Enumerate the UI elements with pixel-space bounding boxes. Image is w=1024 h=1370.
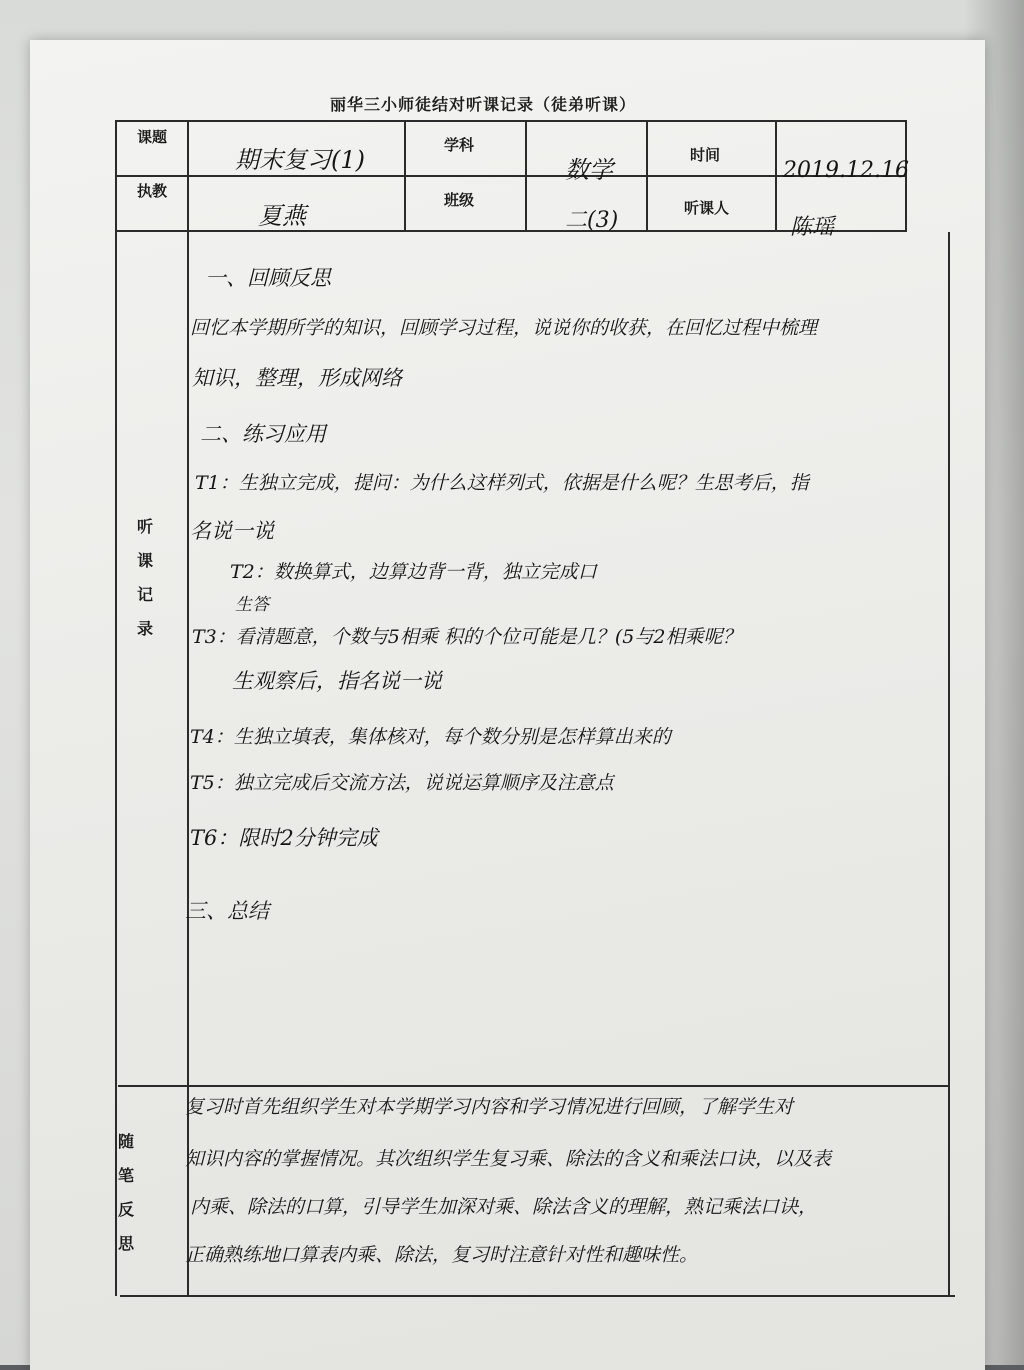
topic-value: 期末复习(1) bbox=[235, 146, 365, 174]
teacher-label: 执教 bbox=[137, 182, 168, 200]
subject-label: 学科 bbox=[444, 136, 475, 154]
class-label: 班级 bbox=[444, 191, 475, 209]
table-border-bottom bbox=[120, 1295, 955, 1297]
table-border-top bbox=[115, 120, 905, 122]
table-row-divider bbox=[118, 1085, 950, 1087]
subject-value: 数学 bbox=[565, 156, 613, 184]
table-column-divider bbox=[187, 120, 189, 1296]
reflection-line: 知识内容的掌握情况。其次组织学生复习乘、除法的含义和乘法口诀，以及表 bbox=[185, 1148, 832, 1170]
listener-label: 听课人 bbox=[684, 199, 730, 217]
record-line: 知识，整理，形成网络 bbox=[192, 366, 402, 390]
record-line: 名说一说 bbox=[190, 519, 274, 543]
record-line: T2：数换算式，边算边背一背，独立完成口 bbox=[230, 561, 597, 583]
record-line: T1：生独立完成，提问：为什么这样列式，依据是什么呢？生思考后，指 bbox=[195, 472, 809, 494]
record-line: 三、总结 bbox=[185, 899, 269, 923]
table-border-left bbox=[115, 120, 117, 1296]
record-line: T6：限时2分钟完成 bbox=[190, 826, 378, 850]
reflection-line: 正确熟练地口算表内乘、除法，复习时注意针对性和趣味性。 bbox=[185, 1244, 699, 1266]
document-title: 丽华三小师徒结对听课记录（徒弟听课） bbox=[330, 95, 637, 114]
record-line: 生观察后，指名说一说 bbox=[232, 669, 442, 693]
reflection-line: 内乘、除法的口算，引导学生加深对乘、除法含义的理解，熟记乘法口诀， bbox=[190, 1196, 818, 1218]
table-border-right bbox=[948, 232, 950, 1296]
time-value: 2019.12.16 bbox=[783, 158, 909, 183]
record-line: T4：生独立填表，集体核对，每个数分别是怎样算出来的 bbox=[190, 726, 671, 748]
table-column-divider bbox=[525, 120, 527, 231]
record-line: 二、练习应用 bbox=[200, 422, 326, 446]
record-line: T3：看清题意，个数与5相乘 积的个位可能是几？(5与2相乘呢？ bbox=[192, 626, 742, 648]
class-value: 二(3) bbox=[565, 208, 619, 233]
topic-label: 课题 bbox=[137, 128, 168, 146]
reflection-line: 复习时首先组织学生对本学期学习内容和学习情况进行回顾，了解学生对 bbox=[185, 1096, 794, 1118]
table-column-divider bbox=[646, 122, 648, 232]
record-line: T5：独立完成后交流方法，说说运算顺序及注意点 bbox=[190, 772, 614, 794]
teacher-value: 夏燕 bbox=[258, 202, 306, 230]
record-line: 生答 bbox=[235, 595, 269, 615]
reflection-section-label: 随笔反思 bbox=[117, 1132, 134, 1253]
time-label: 时间 bbox=[690, 146, 721, 164]
record-line: 回忆本学期所学的知识，回顾学习过程，说说你的收获，在回忆过程中梳理 bbox=[190, 317, 818, 339]
table-column-divider bbox=[404, 120, 406, 231]
table-row-divider bbox=[117, 230, 907, 232]
record-section-label: 听课记录 bbox=[136, 517, 153, 638]
listener-value: 陈瑶 bbox=[790, 215, 835, 240]
table-column-divider bbox=[775, 122, 777, 232]
record-line: 一、回顾反思 bbox=[205, 266, 331, 290]
